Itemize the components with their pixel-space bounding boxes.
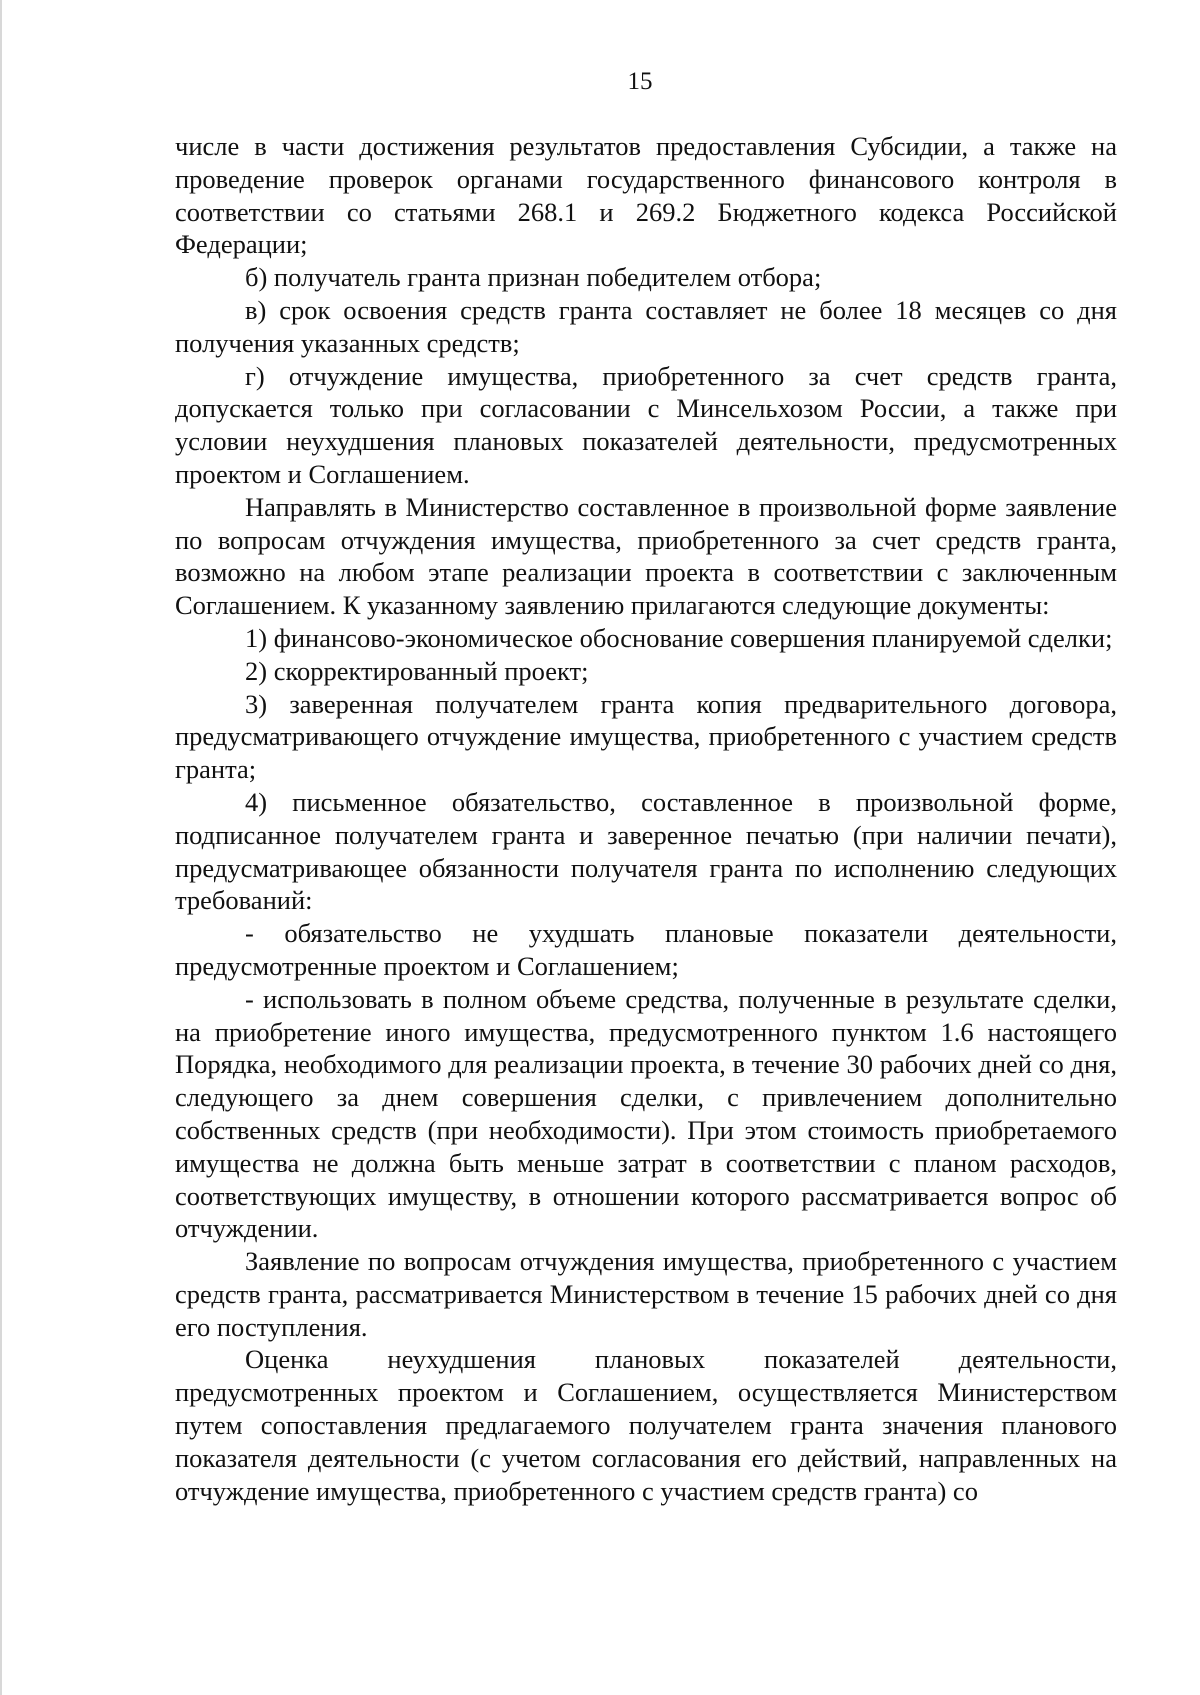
paragraph-item-v: в) срок освоения средств гранта составляет не более 18 месяцев со дня получения указанных средств; [175,294,1117,358]
paragraph-item-b: б) получатель гранта признан победителем отбора; [245,262,822,293]
paragraph-doc-1: 1) финансово-экономическое обоснование совершения планируемой сделки; [245,622,1113,653]
paragraph-item-g: г) отчуждение имущества, приобретенного за счет средств гранта, допускается только при согласовании с Минсельхозом России, а также при условии неухудшения плановых показателей деятельности, предусмотренных проектом и Соглашением. [175,360,1117,489]
page-number: 15 [627,68,653,95]
paragraph-assessment: Оценка неухудшения плановых показателей деятельности, предусмотренных проектом и Соглашением, осуществляется Министерством путем сопоставления предлагаемого получателем гранта значения планового показателя деятельности (с учетом согласования его действий, направленных на отчуждение имущества, приобретенного с участием средств гранта) со [175,1344,1117,1506]
document-body [175,130,1117,1507]
paragraph-doc-4: 4) письменное обязательство, составленное в произвольной форме, подписанное получателем гранта и заверенное печатью (при наличии печати), предусматривающее обязанности получателя гранта по исполнению следующих требований: [175,786,1117,916]
paragraph-doc-2: 2) скорректированный проект; [245,655,589,686]
paragraph-requirement-2: - использовать в полном объеме средства, полученные в результате сделки, на приобретение иного имущества, предусмотренного пунктом 1.6 настоящего Порядка, необходимого для реализации проекта, в течение 30 рабочих дней со дня, следующего за днем совершения сделки, с привлечением дополнительно собственных средств (при необходимости). При этом стоимость приобретаемого имущества не должна быть меньше затрат в соответствии с планом расходов, соответствующих имуществу, в отношении которого рассматривается вопрос об отчуждении. [175,983,1117,1244]
paragraph-application: Направлять в Министерство составленное в произвольной форме заявление по вопросам отчуждения имущества, приобретенного за счет средств гранта, возможно на любом этапе реализации проекта в соответствии с заключенным Соглашением. К указанному заявлению прилагаются следующие документы: [175,491,1117,621]
paragraph-requirement-1: - обязательство не ухудшать плановые показатели деятельности, предусмотренные проектом и Соглашением; [175,918,1117,981]
paragraph-doc-3: 3) заверенная получателем гранта копия предварительного договора, предусматривающего отчуждение имущества, приобретенного с участием средств гранта; [175,688,1117,785]
paragraph-continuation: числе в части достижения результатов предоставления Субсидии, а также на проведение проверок органами государственного финансового контроля в соответствии со статьями 268.1 и 269.2 Бюджетного кодекса Российской Федерации; [175,131,1117,260]
paragraph-review-term: Заявление по вопросам отчуждения имущества, приобретенного с участием средств гранта, рассматривается Министерством в течение 15 рабочих дней со дня его поступления. [175,1246,1117,1342]
scan-edge [0,0,2,1695]
